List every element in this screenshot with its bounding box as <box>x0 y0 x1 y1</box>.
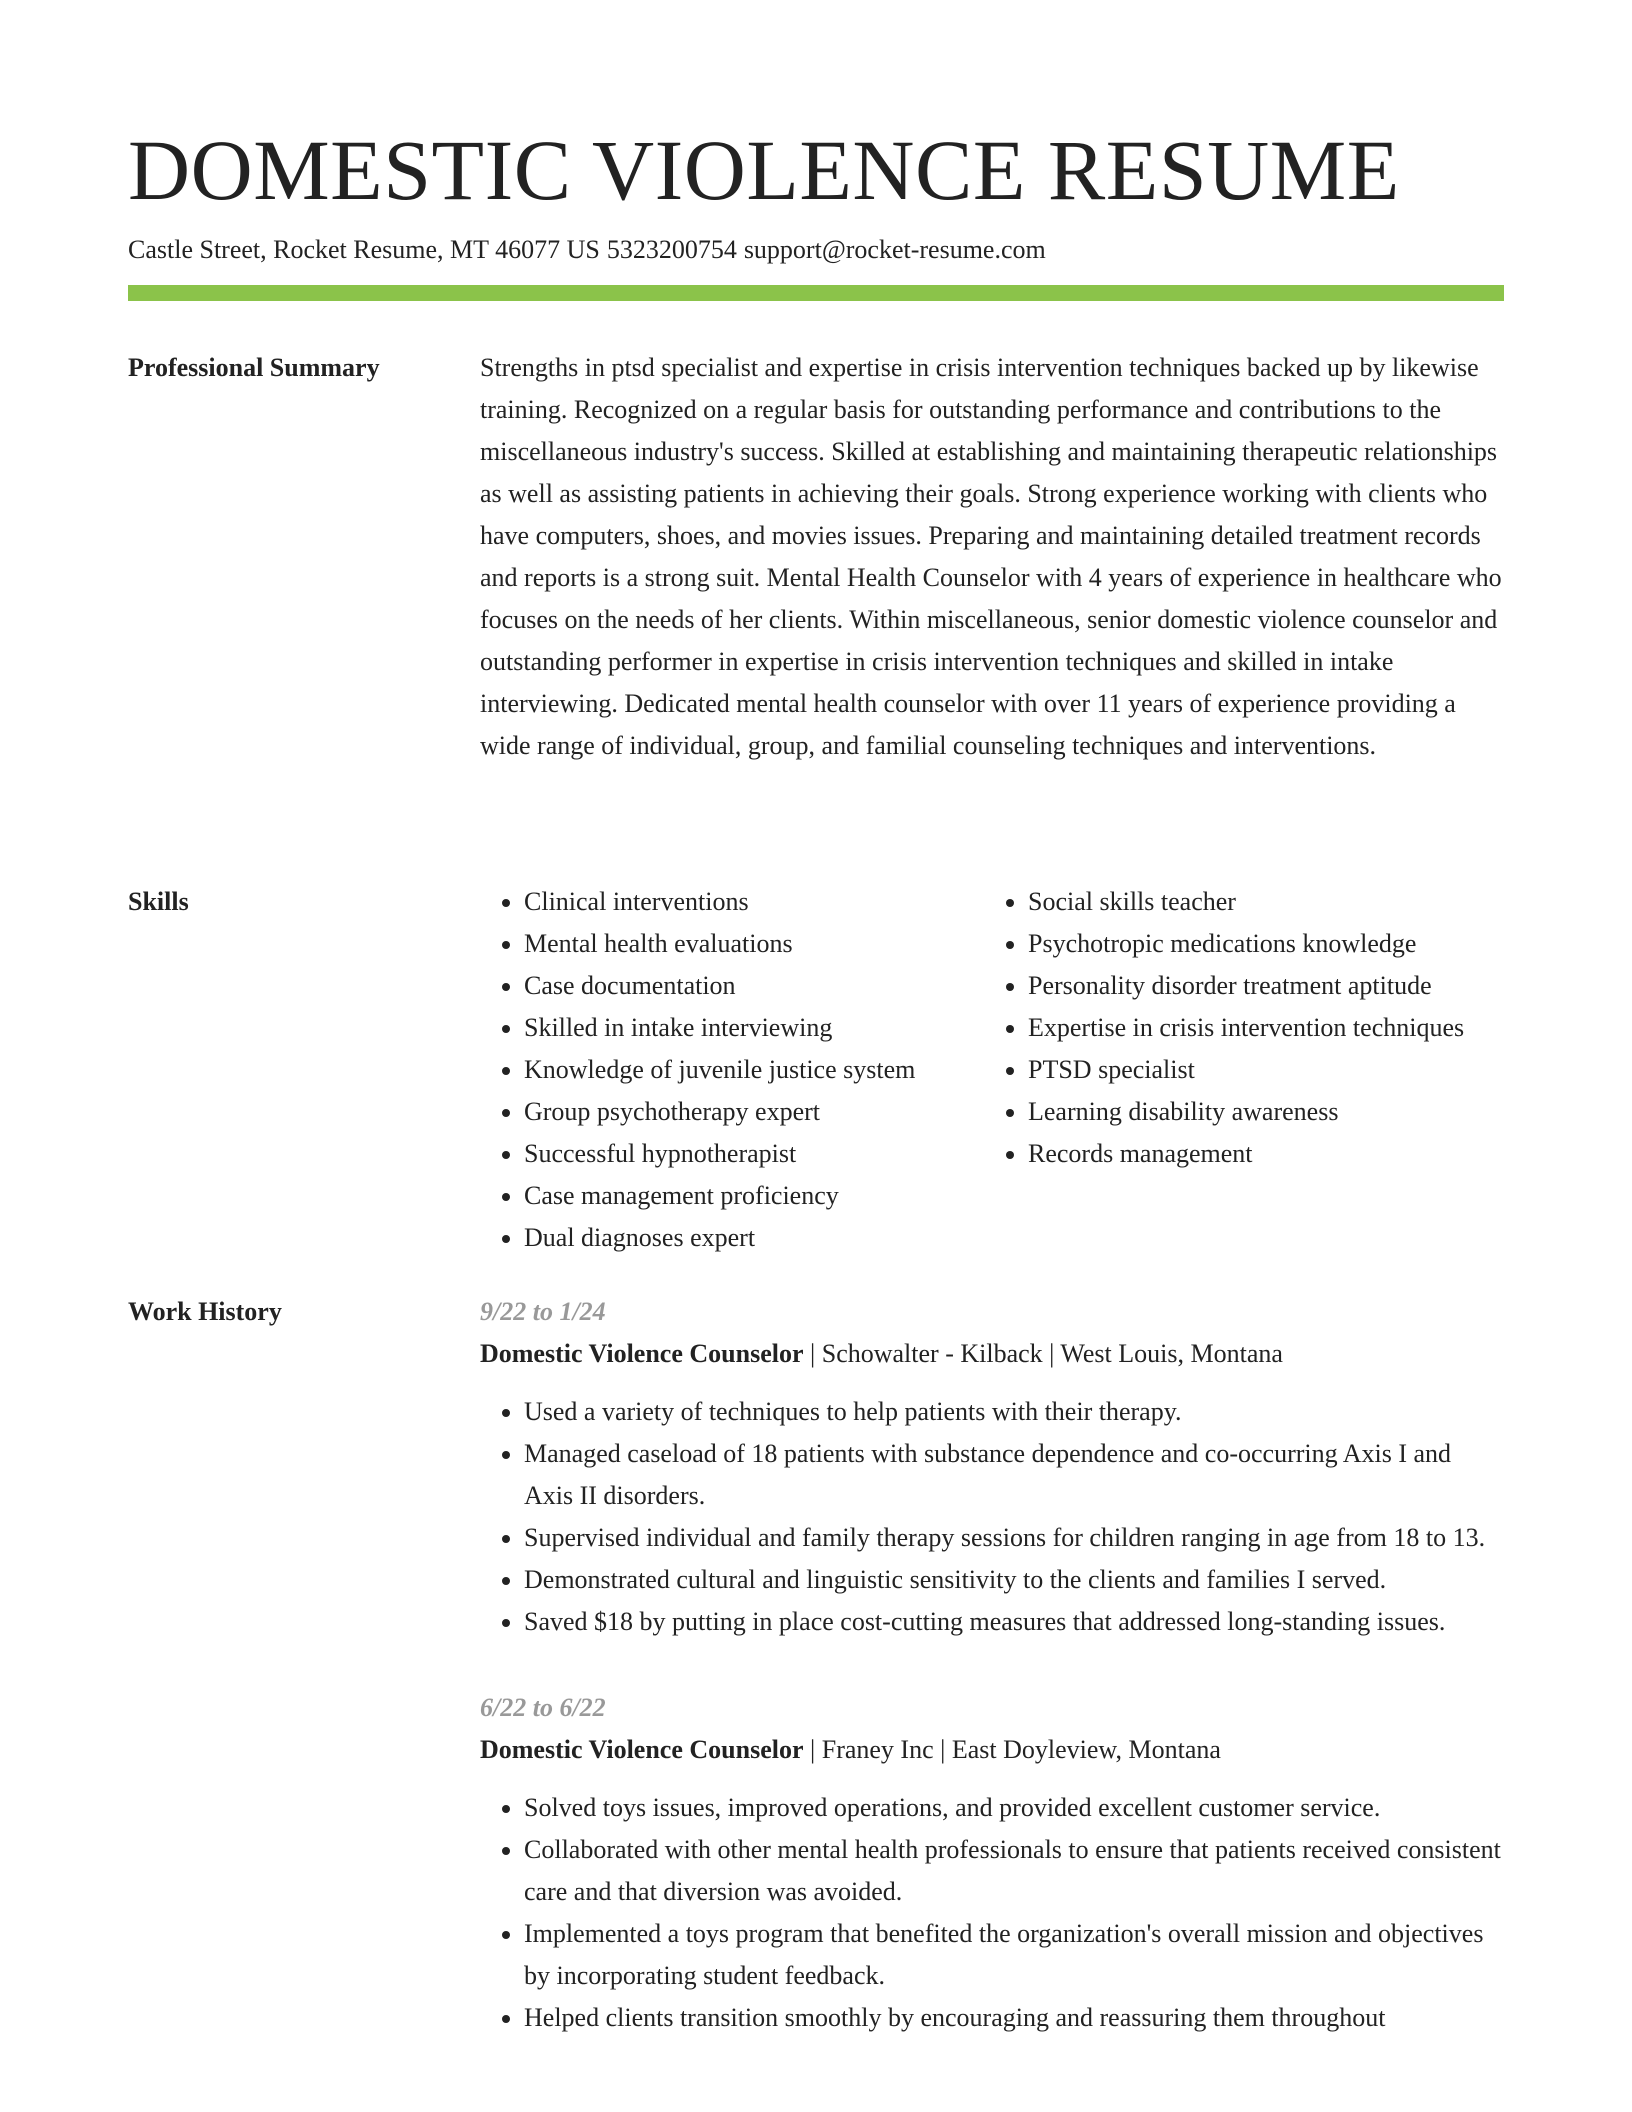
summary-heading: Professional Summary <box>128 353 380 382</box>
skill-item: • Mental health evaluations <box>524 923 984 965</box>
summary-body <box>480 347 1504 767</box>
skill-item: • Knowledge of juvenile justice system <box>524 1049 984 1091</box>
contact-phone: 5323200754 <box>606 235 737 264</box>
skill-item: • Group psychotherapy expert <box>524 1091 984 1133</box>
job-company: Schowalter - Kilback <box>821 1339 1043 1368</box>
skill-item: • Case documentation <box>524 965 984 1007</box>
job-title: Domestic Violence Counselor <box>480 1735 804 1764</box>
job-heading <box>480 1729 1504 1771</box>
contact-address: Castle Street, Rocket Resume, MT 46077 US <box>128 235 600 264</box>
job-separator: | <box>1042 1339 1061 1368</box>
header-divider <box>128 285 1504 301</box>
job-bullet-list <box>480 1391 1504 1643</box>
contact-line <box>128 232 1053 268</box>
job-company: Franey Inc <box>821 1735 934 1764</box>
skill-item: • Dual diagnoses expert <box>524 1217 984 1259</box>
job-location: West Louis, Montana <box>1060 1339 1283 1368</box>
skill-item: • Learning disability awareness <box>1028 1091 1488 1133</box>
job-bullet: • Solved toys issues, improved operations, and provided excellent customer service. <box>524 1787 1504 1829</box>
contact-email: support@rocket-resume.com <box>743 235 1046 264</box>
skill-item: • Clinical interventions <box>524 881 984 923</box>
skill-item: • Expertise in crisis intervention techniques <box>1028 1007 1488 1049</box>
summary-text: Strengths in ptsd specialist and expertise in crisis intervention techniques backed up by likewise training. Recognized on a regular basis for outstanding performance and contributions to the miscellaneous industry's success. Skilled at establishing and maintaining therapeutic relationships as well as assisting patients in achieving their goals. Strong experience working with clients who have computers, shoes, and movies issues. Preparing and maintaining detailed treatment records and reports is a strong suit. Mental Health Counselor with 4 years of experience in healthcare who focuses on the needs of her clients. Within miscellaneous, senior domestic violence counselor and outstanding performer in expertise in crisis intervention techniques and skilled in intake interviewing. Dedicated mental health counselor with over 11 years of experience providing a wide range of individual, group, and familial counseling techniques and interventions. <box>480 353 1502 760</box>
skill-item: • Successful hypnotherapist <box>524 1133 984 1175</box>
skill-item: • Skilled in intake interviewing <box>524 1007 984 1049</box>
skill-item: • Personality disorder treatment aptitude <box>1028 965 1488 1007</box>
job-separator: | <box>933 1735 952 1764</box>
job-bullet-list <box>480 1787 1504 2039</box>
job-bullet: • Used a variety of techniques to help patients with their therapy. <box>524 1391 1504 1433</box>
job-bullet: • Saved $18 by putting in place cost-cutting measures that addressed long-standing issues. <box>524 1601 1504 1643</box>
job-title: Domestic Violence Counselor <box>480 1339 804 1368</box>
job-bullet: • Supervised individual and family therapy sessions for children ranging in age from 18 to 13. <box>524 1517 1504 1559</box>
job-bullet: • Demonstrated cultural and linguistic sensitivity to the clients and families I served. <box>524 1559 1504 1601</box>
skills-list-left <box>480 881 984 1259</box>
job-entry <box>480 1687 1504 2039</box>
skill-item: • PTSD specialist <box>1028 1049 1488 1091</box>
resume-name: DOMESTIC VIOLENCE RESUME <box>128 122 1400 218</box>
job-location: East Doyleview, Montana <box>951 1735 1221 1764</box>
work-history-heading: Work History <box>128 1297 282 1326</box>
skills-heading: Skills <box>128 887 189 916</box>
job-entry <box>480 1291 1504 1643</box>
work-history-body <box>480 1291 1504 2083</box>
skill-item: • Social skills teacher <box>1028 881 1488 923</box>
skill-item: • Records management <box>1028 1133 1488 1175</box>
skills-columns <box>480 881 1504 1259</box>
skill-item: • Psychotropic medications knowledge <box>1028 923 1488 965</box>
skill-item: • Case management proficiency <box>524 1175 984 1217</box>
skills-list-right <box>984 881 1488 1259</box>
job-separator: | <box>803 1339 822 1368</box>
job-bullet: • Helped clients transition smoothly by encouraging and reassuring them throughout <box>524 1997 1504 2039</box>
skills-body <box>480 881 1504 1259</box>
job-separator: | <box>803 1735 822 1764</box>
job-dates: 9/22 to 1/24 <box>480 1297 606 1326</box>
job-bullet: • Collaborated with other mental health professionals to ensure that patients received consistent care and that diversion was avoided. <box>524 1829 1504 1913</box>
job-bullet: • Managed caseload of 18 patients with substance dependence and co-occurring Axis I and Axis II disorders. <box>524 1433 1504 1517</box>
job-bullet: • Implemented a toys program that benefited the organization's overall mission and objectives by incorporating student feedback. <box>524 1913 1504 1997</box>
job-dates: 6/22 to 6/22 <box>480 1693 606 1722</box>
job-heading <box>480 1333 1504 1375</box>
